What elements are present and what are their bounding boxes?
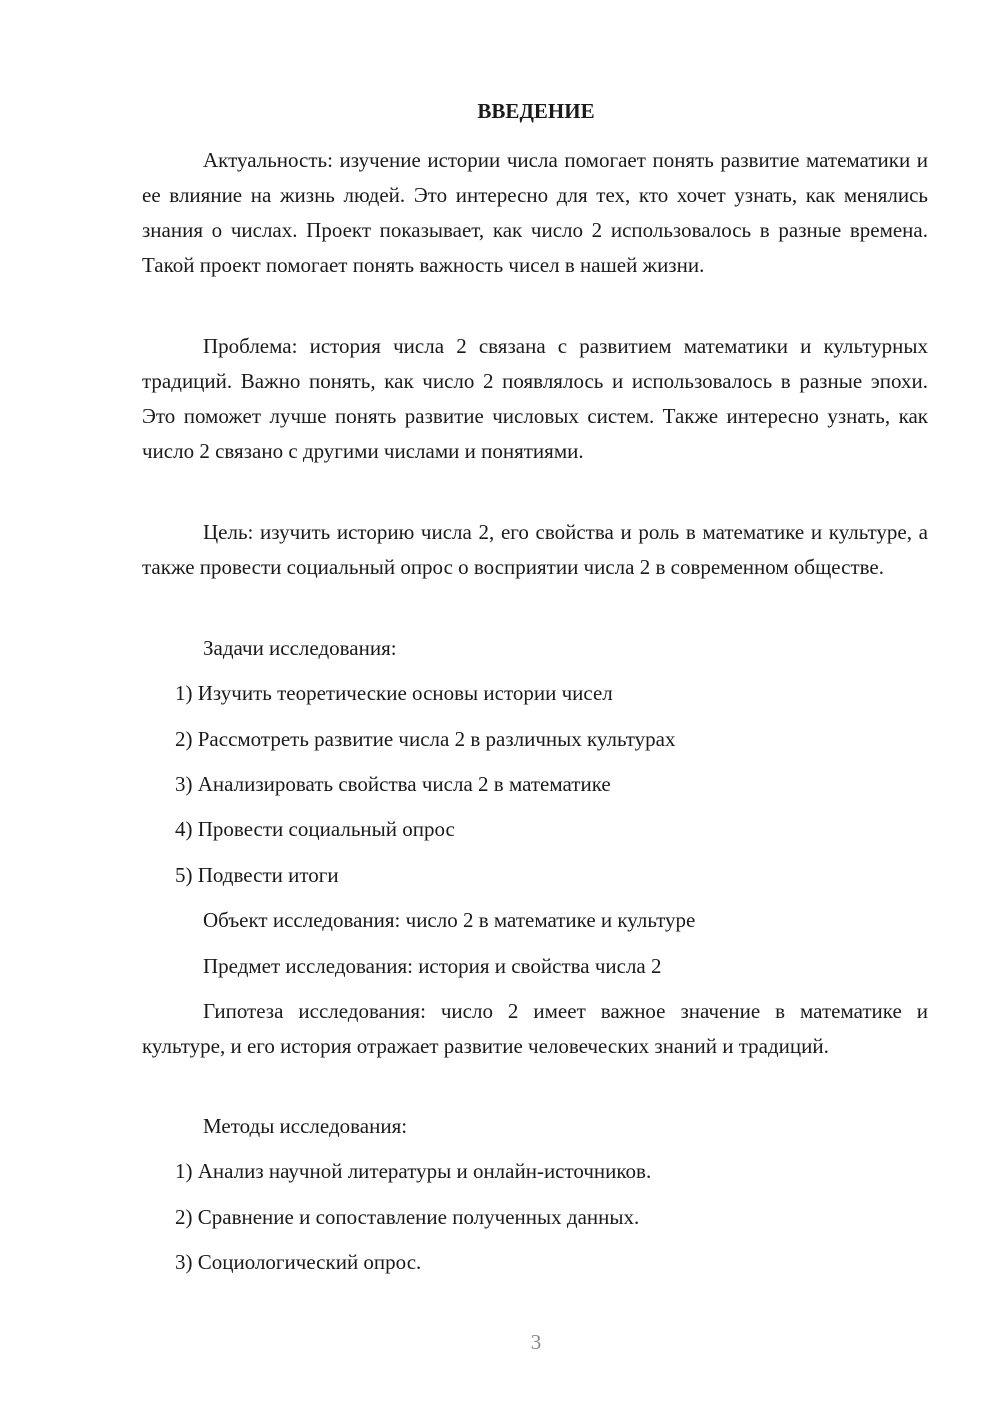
page-title: ВВЕДЕНИЕ (477, 99, 595, 123)
task-item: 4) Провести социальный опрос (175, 817, 455, 841)
methods-heading: Методы исследования: (203, 1114, 408, 1138)
hypothesis-paragraph: Гипотеза исследования: число 2 имеет важное значение в математике и культуре, и его история отражает развитие человеческих знаний и традиций. (142, 999, 928, 1058)
page-number: 3 (530, 1330, 542, 1354)
tasks-heading: Задачи исследования: (203, 636, 397, 660)
task-item: 1) Изучить теоретические основы истории чисел (175, 681, 613, 705)
method-item: 2) Сравнение и сопоставление полученных данных. (175, 1205, 640, 1229)
problem-paragraph: Проблема: история числа 2 связана с развитием математики и культурных традиций. Важно понять, как число 2 появлялось и использовалось в разные эпохи. Это поможет лучше понять развитие числовых систем. Также интересно узнать, как число 2 связано с другими числами и понятиями. (142, 334, 928, 463)
research-subject: Предмет исследования: история и свойства числа 2 (203, 954, 662, 978)
method-item: 3) Социологический опрос. (175, 1250, 422, 1274)
goal-paragraph: Цель: изучить историю числа 2, его свойства и роль в математике и культуре, а также провести социальный опрос о восприятии числа 2 в современном обществе. (142, 520, 928, 579)
method-item: 1) Анализ научной литературы и онлайн-источников. (175, 1159, 652, 1183)
task-item: 2) Рассмотреть развитие числа 2 в различных культурах (175, 727, 676, 751)
task-item: 3) Анализировать свойства числа 2 в математике (175, 772, 611, 796)
research-object: Объект исследования: число 2 в математике и культуре (203, 908, 696, 932)
task-item: 5) Подвести итоги (175, 863, 339, 887)
relevance-paragraph: Актуальность: изучение истории числа помогает понять развитие математики и ее влияние на жизнь людей. Это интересно для тех, кто хочет узнать, как менялись знания о числах. Проект показывает, как число 2 использовалось в разные времена. Такой проект помогает понять важность чисел в нашей жизни. (142, 148, 928, 277)
